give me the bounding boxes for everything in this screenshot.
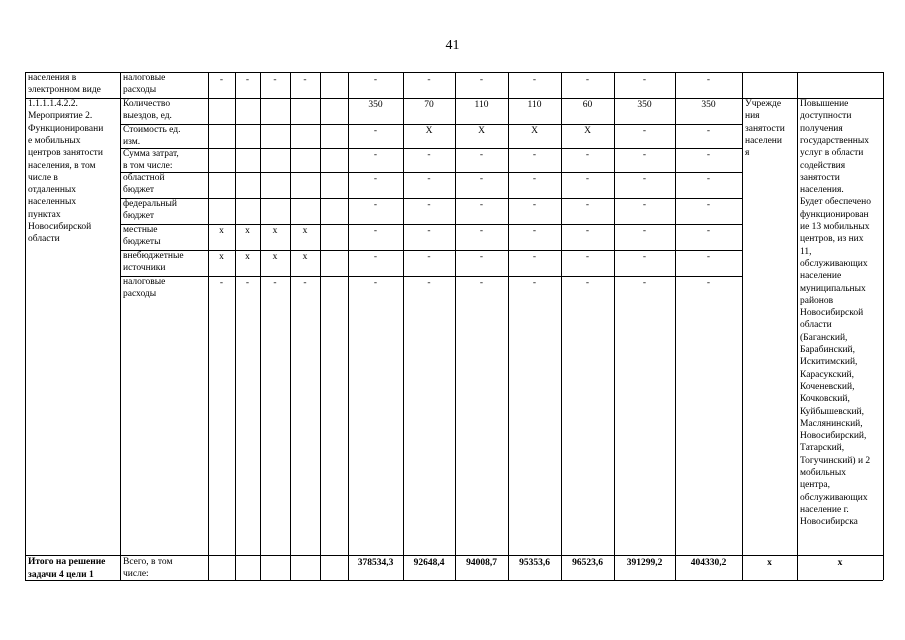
event-title-line: Новосибирской	[28, 222, 92, 232]
event-title-line: числе в	[28, 172, 58, 183]
column-separator	[675, 72, 676, 580]
indicator-value: -	[585, 150, 590, 160]
executor-line: населени	[745, 135, 782, 146]
total-value: 404330,2	[690, 558, 727, 568]
indicator-value: X	[425, 126, 433, 136]
executor-line: я	[745, 148, 750, 159]
result-line: 11,	[800, 246, 812, 257]
row-separator	[120, 250, 742, 251]
top-row-label: расходы	[123, 84, 157, 95]
indicator-value: -	[373, 252, 378, 262]
indicator-small-value: -	[219, 278, 224, 288]
event-title-line: центров занятости	[28, 148, 103, 159]
indicator-value: -	[706, 174, 711, 184]
indicator-value: -	[427, 252, 431, 262]
column-separator	[120, 72, 121, 580]
result-line: Тогучинский) и 2	[800, 455, 871, 466]
event-title-line: Мероприятие 2.	[28, 111, 93, 122]
indicator-small-value: -	[303, 278, 307, 288]
top-row-value: -	[479, 75, 484, 85]
indicator-value: -	[642, 174, 647, 184]
indicator-value: -	[373, 150, 378, 160]
indicator-value: 350	[637, 100, 652, 110]
column-separator	[883, 72, 884, 580]
total-value: 92648,4	[413, 558, 445, 568]
indicator-small-value: x	[245, 252, 250, 262]
indicator-label: бюджет	[123, 210, 155, 221]
column-separator	[260, 72, 261, 580]
total-sublabel: числе:	[123, 568, 149, 579]
indicator-value: -	[706, 252, 711, 262]
indicator-value: X	[584, 126, 591, 136]
total-executor: x	[767, 558, 772, 568]
row-separator	[120, 124, 742, 125]
indicator-label: в том числе:	[123, 160, 173, 171]
column-separator	[508, 72, 509, 580]
top-row-small-value: -	[273, 75, 277, 85]
result-line: обслуживающих	[800, 258, 868, 269]
indicator-value: -	[532, 174, 537, 184]
indicator-small-value: -	[245, 278, 250, 288]
indicator-value: -	[373, 174, 378, 184]
indicator-value: -	[479, 278, 484, 288]
result-line: Новосибирска	[800, 517, 858, 528]
column-separator	[208, 72, 209, 580]
column-separator	[797, 72, 798, 580]
total-label: Итого на решение	[28, 557, 106, 567]
column-separator	[455, 72, 456, 580]
indicator-label: налоговые	[123, 277, 166, 287]
result-line: население г.	[800, 504, 849, 515]
event-title-line: населенных	[28, 197, 77, 208]
result-line: Татарский,	[800, 443, 845, 454]
result-line: районов	[800, 295, 834, 306]
result-line: Карасукский,	[800, 369, 854, 380]
total-label: задачи 4 цели 1	[28, 570, 94, 580]
result-line: ие 13 мобильных	[800, 222, 870, 232]
row-separator	[120, 198, 742, 199]
indicator-value: 110	[474, 100, 489, 110]
indicator-value: -	[479, 252, 484, 262]
indicator-value: -	[373, 226, 378, 236]
indicator-value: -	[642, 126, 647, 136]
top-row-small-value: -	[245, 75, 250, 85]
indicator-label: Сумма затрат,	[123, 149, 179, 159]
top-row-small-value: -	[219, 75, 224, 85]
indicator-value: -	[532, 150, 537, 160]
indicator-value: -	[532, 226, 537, 236]
indicator-value: -	[532, 200, 537, 210]
executor-line: Учрежде	[745, 99, 782, 109]
result-line: (Баганский,	[800, 332, 848, 343]
total-result: x	[837, 558, 843, 568]
indicator-value: -	[585, 200, 590, 210]
total-sublabel: Всего, в том	[123, 557, 173, 567]
event-title-line: 1.1.1.1.4.2.2.	[28, 99, 78, 109]
row-separator	[120, 276, 742, 277]
indicator-value: -	[373, 126, 378, 136]
result-line: Кочковский,	[800, 394, 850, 405]
indicator-value: -	[479, 226, 484, 236]
indicator-value: -	[585, 278, 590, 288]
total-value: 94008,7	[466, 558, 497, 568]
indicator-label: Количество	[123, 99, 171, 109]
page-number: 41	[445, 38, 460, 53]
indicator-small-value: x	[245, 226, 250, 236]
indicator-value: -	[642, 252, 647, 262]
indicator-label: изм.	[123, 136, 141, 147]
top-row-value: -	[532, 75, 537, 85]
indicator-value: -	[532, 278, 537, 288]
column-separator	[348, 72, 349, 580]
indicator-small-value: x	[272, 252, 278, 262]
result-line: центров, из них	[800, 234, 864, 245]
event-title-line: отдаленных	[28, 185, 77, 196]
indicator-value: 350	[368, 100, 383, 110]
result-line: занятости	[800, 172, 840, 183]
top-row-small-value: -	[303, 75, 307, 85]
row-separator	[120, 148, 742, 149]
top-row-value: -	[642, 75, 647, 85]
column-separator	[614, 72, 615, 580]
result-line: содействия	[800, 160, 846, 171]
indicator-value: -	[427, 200, 431, 210]
indicator-label: бюджеты	[123, 236, 161, 247]
indicator-value: -	[585, 174, 590, 184]
result-line: Коченевский,	[800, 381, 855, 392]
total-value: 96523,6	[572, 558, 603, 568]
indicator-small-value: x	[302, 226, 308, 236]
result-line: государственных	[800, 135, 870, 146]
event-title-line: населения, в том	[28, 160, 96, 171]
indicator-value: 110	[527, 100, 542, 110]
result-line: Искитимский,	[800, 357, 858, 368]
indicator-value: -	[642, 200, 647, 210]
indicator-value: 60	[582, 100, 593, 110]
indicator-value: -	[427, 174, 431, 184]
result-line: Новосибирской	[800, 308, 864, 319]
row-separator	[120, 224, 742, 225]
column-separator	[561, 72, 562, 580]
result-line: населения.	[800, 185, 844, 196]
indicator-label: местные	[123, 225, 158, 235]
indicator-label: бюджет	[123, 184, 155, 195]
top-row-value: -	[427, 75, 431, 85]
indicator-value: -	[479, 150, 484, 160]
indicator-value: -	[427, 278, 431, 288]
column-separator	[235, 72, 236, 580]
total-value: 95353,6	[519, 558, 550, 568]
indicator-value: -	[706, 150, 711, 160]
indicator-small-value: x	[272, 226, 278, 236]
result-line: области	[800, 320, 832, 331]
indicator-value: -	[427, 226, 431, 236]
total-value: 378534,3	[357, 558, 394, 568]
indicator-label: выездов, ед.	[123, 110, 172, 121]
indicator-value: -	[642, 150, 647, 160]
indicator-value: -	[585, 252, 590, 262]
indicator-value: -	[706, 200, 711, 210]
indicator-label: областной	[123, 173, 165, 183]
event-title-line: области	[28, 234, 60, 245]
event-title-line: е мобильных	[28, 135, 81, 146]
result-line: услуг в области	[800, 148, 864, 159]
total-value: 391299,2	[626, 558, 663, 568]
table-bottom-border	[25, 580, 883, 581]
indicator-label: расходы	[123, 288, 157, 299]
indicator-value: -	[642, 226, 647, 236]
result-line: Будет обеспечено	[800, 197, 871, 208]
top-row-value: -	[585, 75, 590, 85]
indicator-value: 70	[424, 100, 434, 110]
indicator-value: 350	[701, 100, 716, 110]
result-line: центра,	[800, 480, 830, 491]
top-row-value: -	[373, 75, 378, 85]
top-row-label: населения в	[28, 73, 77, 83]
indicator-value: X	[478, 126, 485, 136]
indicator-label: внебюджетные	[123, 251, 184, 261]
indicator-value: -	[427, 150, 431, 160]
result-line: Куйбышевский,	[800, 406, 865, 417]
result-line: функционирован	[800, 209, 869, 220]
indicator-value: X	[531, 126, 538, 136]
result-line: получения	[800, 123, 843, 134]
column-separator	[403, 72, 404, 580]
result-line: доступности	[800, 111, 852, 122]
result-line: Барабинский,	[800, 345, 856, 355]
result-line: муниципальных	[800, 283, 866, 294]
row-separator	[120, 172, 742, 173]
indicator-small-value: x	[302, 252, 308, 262]
result-line: мобильных	[800, 468, 846, 478]
indicator-value: -	[479, 174, 484, 184]
indicator-value: -	[532, 252, 537, 262]
result-line: население	[800, 271, 842, 282]
indicator-label: федеральный	[123, 199, 177, 209]
total-row-separator	[25, 555, 883, 556]
indicator-label: источники	[123, 262, 166, 273]
indicator-small-value: -	[273, 278, 277, 288]
executor-line: ния	[745, 111, 760, 122]
indicator-value: -	[373, 278, 378, 288]
event-title-line: пунктах	[28, 209, 61, 220]
indicator-small-value: x	[219, 252, 224, 262]
event-title-line: Функционировани	[28, 123, 104, 134]
indicator-small-value: x	[219, 226, 224, 236]
result-line: Маслянинский,	[800, 418, 863, 429]
executor-line: занятости	[745, 123, 785, 134]
indicator-value: -	[642, 278, 647, 288]
result-line: обслуживающих	[800, 492, 868, 503]
column-separator	[320, 72, 321, 580]
indicator-value: -	[706, 278, 711, 288]
indicator-value: -	[585, 226, 590, 236]
indicator-value: -	[706, 226, 711, 236]
indicator-label: Стоимость ед.	[123, 125, 181, 135]
column-separator	[742, 72, 743, 580]
indicator-value: -	[479, 200, 484, 210]
column-separator	[290, 72, 291, 580]
result-line: Новосибирский,	[800, 431, 867, 442]
top-row-value: -	[706, 75, 711, 85]
result-line: Повышение	[800, 99, 849, 109]
column-separator	[25, 72, 26, 580]
indicator-value: -	[373, 200, 378, 210]
indicator-value: -	[706, 126, 711, 136]
top-row-label: электронном виде	[28, 84, 101, 95]
top-row-label: налоговые	[123, 73, 166, 83]
